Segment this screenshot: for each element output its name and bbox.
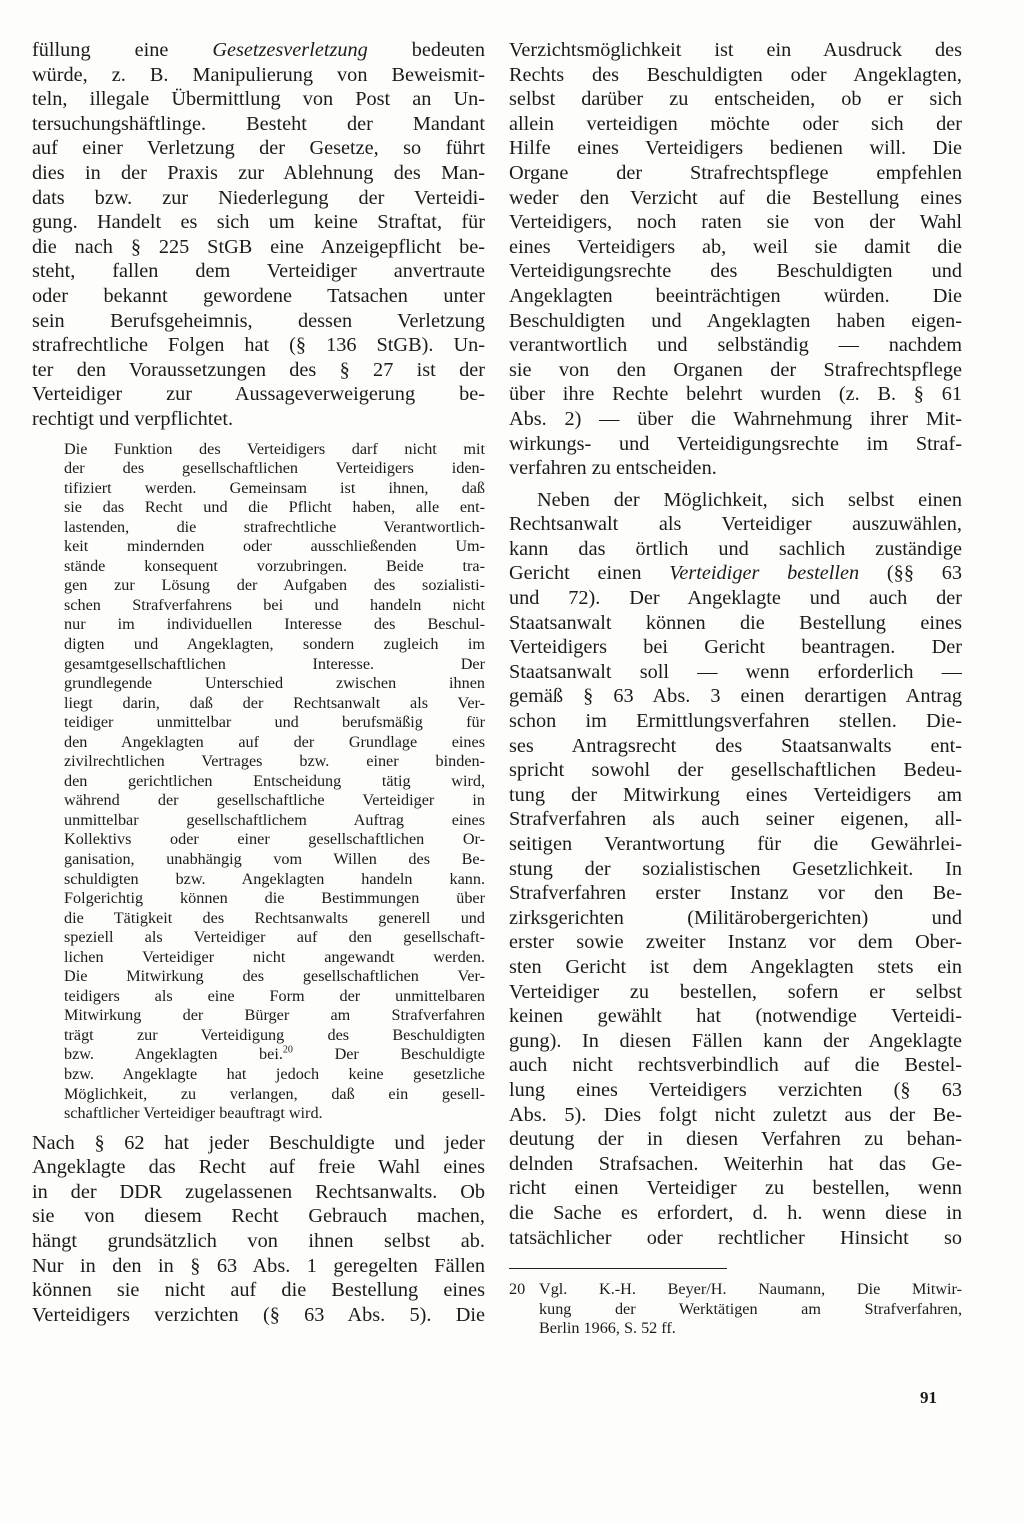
text-line: deutung der in diesen Verfahren zu behan- — [509, 1128, 962, 1151]
text-line: keit mindernden oder ausschließenden Um- — [64, 537, 485, 556]
text-line: füllung eine Gesetzesverletzung bedeuten — [32, 39, 485, 61]
text-line: Organe der Strafrechtspflege empfehlen — [509, 161, 962, 184]
text-line: den Angeklagten auf der Grundlage eines — [64, 732, 485, 751]
text-line: spricht sowohl der gesellschaftlichen Bedeu- — [509, 759, 962, 782]
text-line: eines Verteidigers ab, weil sie damit die — [509, 235, 962, 258]
text-line: Hilfe eines Verteidigers bedienen will. Die — [509, 137, 962, 160]
text-line: Vgl. K.-H. Beyer/H. Naumann, Die Mitwir- — [539, 1280, 962, 1299]
text-line: strafrechtliche Folgen hat (§ 136 StGB). Un- — [32, 334, 485, 357]
text-line: Abs. 2) — über die Wahrnehmung ihrer Mit- — [509, 407, 962, 430]
left-column — [32, 38, 485, 1327]
text-line: Verteidiger zur Aussageverweigerung be- — [32, 383, 485, 406]
text-line: lichen Verteidiger nicht angewandt werden. — [64, 947, 485, 966]
text-line: bzw. Angeklagte hat jedoch keine gesetzliche — [64, 1065, 485, 1083]
text-line: verantwortlich und selbständig — nachdem — [509, 334, 962, 357]
text-line: Kollektivs oder einer gesellschaftlichen Or- — [64, 830, 485, 849]
left-paragraph-2 — [32, 1131, 485, 1328]
text-line: gung). In diesen Fällen kann der Angeklagte — [509, 1029, 962, 1052]
text-line: kung der Werktätigen am Strafverfahren, — [539, 1299, 962, 1318]
right-column — [509, 38, 962, 1339]
text-line: Die Mitwirkung des gesellschaftlichen Ver- — [64, 967, 485, 986]
text-line: gesamtgesellschaftlichen Interesse. Der — [64, 654, 485, 673]
text-line: Verteidiger zu bestellen, sofern er selbst — [509, 980, 962, 1003]
right-paragraph-2 — [509, 488, 962, 1250]
text-line: Berlin 1966, S. 52 ff. — [539, 1319, 676, 1338]
text-line: Angeklagten beeinträchtigen würden. Die — [509, 284, 962, 307]
text-line: den gerichtlichen Entscheidung tätig wird, — [64, 771, 485, 790]
text-line: sten Gericht ist dem Angeklagten stets ein — [509, 955, 962, 978]
text-line: hängt grundsätzlich von ihnen selbst ab. — [32, 1230, 485, 1253]
text-line: gemäß § 63 Abs. 3 einen derartigen Antrag — [509, 685, 962, 708]
text-line: trägt zur Verteidigung des Beschuldigten — [64, 1025, 485, 1044]
text-line: allein verteidigen möchte oder sich der — [509, 112, 962, 135]
text-line: digten und Angeklagten, sondern zugleich im — [64, 634, 485, 653]
text-line: während der gesellschaftliche Verteidiger in — [64, 791, 485, 810]
text-line: Die Funktion des Verteidigers darf nicht mit — [64, 439, 485, 458]
left-small-paragraph — [32, 440, 485, 1124]
text-line: richt einen Verteidiger zu bestellen, wenn — [509, 1177, 962, 1200]
text-line: Verzichtsmöglichkeit ist ein Ausdruck des — [509, 39, 962, 61]
text-line: stung der sozialistischen Gesetzlichkeit. In — [509, 857, 962, 880]
text-line: zirksgerichten (Militärobergerichten) und — [509, 906, 962, 929]
text-line: rechtigt und verpflichtet. — [32, 407, 234, 430]
text-line: Verteidigers bei Gericht beantragen. Der — [509, 636, 962, 659]
text-line: Abs. 5). Dies folgt nicht zuletzt aus der Be- — [509, 1103, 962, 1126]
text-line: der des gesellschaftlichen Verteidigers iden- — [64, 459, 485, 478]
text-line: keinen gewählt hat (notwendige Verteidi- — [509, 1005, 962, 1028]
text-line: sie das Recht und die Pflicht haben, alle ent- — [64, 498, 485, 517]
text-line: Rechts des Beschuldigten oder Angeklagten, — [509, 63, 962, 86]
text-line: Staatsanwalt können die Bestellung eines — [509, 611, 962, 634]
footnote-rule — [509, 1268, 727, 1269]
text-line: würde, z. B. Manipulierung von Beweismit- — [32, 63, 485, 86]
text-line: Gericht einen Verteidiger bestellen (§§ 63 — [509, 562, 962, 585]
text-line: Beschuldigten und Angeklagten haben eigen- — [509, 309, 962, 332]
text-line: gen zur Lösung der Aufgaben des sozialisti- — [64, 576, 485, 595]
text-line: Mitwirkung der Bürger am Strafverfahren — [64, 1006, 485, 1025]
text-line: schuldigten bzw. Angeklagten handeln kann. — [64, 869, 485, 888]
text-line: gung. Handelt es sich um keine Straftat, für — [32, 211, 485, 234]
text-line: ses Antragsrecht des Staatsanwalts ent- — [509, 734, 962, 757]
text-line: oder bekannt gewordene Tatsachen unter — [32, 284, 485, 307]
text-line: die nach § 225 StGB eine Anzeigepflicht be- — [32, 235, 485, 258]
text-line: Möglichkeit, zu verlangen, daß ein gesell- — [64, 1084, 485, 1103]
text-line: Verteidigers, noch raten sie von der Wahl — [509, 211, 962, 234]
text-line: Nur in den in § 63 Abs. 1 geregelten Fällen — [32, 1254, 485, 1277]
text-line: ganisation, unabhängig vom Willen des Be- — [64, 849, 485, 868]
text-line: über ihre Rechte belehrt wurden (z. B. § 61 — [509, 383, 962, 406]
text-line: auf einer Verletzung der Gesetze, so führt — [32, 137, 485, 160]
text-line: Strafverfahren erster Instanz vor den Be- — [509, 882, 962, 905]
text-line: schon im Ermittlungsverfahren stellen. Die- — [509, 710, 962, 733]
text-line: die Tätigkeit des Rechtsanwalts generell und — [64, 908, 485, 927]
right-paragraph-1 — [509, 38, 962, 481]
text-line: Strafverfahren als auch seiner eigenen, all- — [509, 808, 962, 831]
text-line: können sie nicht auf die Bestellung eines — [32, 1279, 485, 1302]
text-line: seitigen Verantwortung für die Gewährlei- — [509, 833, 962, 855]
footnote-number: 20 — [509, 1280, 526, 1299]
text-line: Nach § 62 hat jeder Beschuldigte und jeder — [32, 1131, 485, 1154]
text-line: dats bzw. zur Niederlegung der Verteidi- — [32, 186, 485, 209]
text-line: Folgerichtig können die Bestimmungen über — [64, 889, 485, 908]
text-line: kann das örtlich und sachlich zuständige — [509, 537, 962, 560]
text-line: lastenden, die strafrechtliche Verantwortlich- — [64, 517, 485, 536]
text-line: liegt darin, daß der Rechtsanwalt als Ver- — [64, 693, 485, 712]
left-paragraph-1 — [32, 38, 485, 432]
text-line: bzw. Angeklagten bei.$^{20}$ Der Beschuldigte — [64, 1045, 485, 1064]
text-line: sie von den Organen der Strafrechtspflege — [509, 358, 962, 381]
text-line: sein Berufsgeheimnis, dessen Verletzung — [32, 309, 485, 332]
text-line: teidigers als eine Form der unmittelbaren — [64, 986, 485, 1005]
text-line: teidiger unmittelbar und berufsmäßig für — [64, 713, 485, 732]
text-line: selbst darüber zu entscheiden, ob er sich — [509, 88, 962, 111]
text-line: auch nicht rechtsverbindlich auf die Bestel- — [509, 1054, 962, 1077]
text-line: wirkungs- und Verteidigungsrechte im Straf- — [509, 432, 962, 455]
text-line: unmittelbar gesellschaftlichem Auftrag eines — [64, 810, 485, 829]
text-line: lung eines Verteidigers verzichten (§ 63 — [509, 1078, 962, 1101]
text-line: tifiziert werden. Gemeinsam ist ihnen, daß — [64, 478, 485, 497]
text-line: tung der Mitwirkung eines Verteidigers am — [509, 783, 962, 806]
text-line: grundlegende Unterschied zwischen ihnen — [64, 674, 485, 693]
text-line: delnden Strafsachen. Weiterhin hat das Ge- — [509, 1152, 962, 1175]
text-line: weder den Verzicht auf die Bestellung eines — [509, 186, 962, 209]
text-line: erster sowie zweiter Instanz vor dem Ober- — [509, 931, 962, 954]
text-line: Verteidigungsrechte des Beschuldigten und — [509, 260, 962, 283]
text-line: Verteidigers verzichten (§ 63 Abs. 5). Die — [32, 1303, 485, 1326]
page-number: 91 — [920, 1388, 937, 1407]
text-line: in der DDR zugelassenen Rechtsanwalts. Ob — [32, 1180, 485, 1203]
text-line: schen Strafverfahrens bei und handeln nicht — [64, 595, 485, 614]
text-line: steht, fallen dem Verteidiger anvertraute — [32, 260, 485, 283]
text-line: teln, illegale Übermittlung von Post an Un- — [32, 88, 485, 111]
text-line: dies in der Praxis zur Ablehnung des Man- — [32, 161, 485, 184]
text-line: Rechtsanwalt als Verteidiger auszuwählen, — [509, 513, 962, 536]
text-line: die Sache es erfordert, d. h. wenn diese in — [509, 1201, 962, 1224]
footnote-text — [539, 1280, 962, 1339]
text-line: ter den Voraussetzungen des § 27 ist der — [32, 358, 485, 381]
text-line: Angeklagte das Recht auf freie Wahl eines — [32, 1156, 485, 1179]
text-line: sie von diesem Recht Gebrauch machen, — [32, 1205, 485, 1228]
text-line: Neben der Möglichkeit, sich selbst einen — [537, 488, 962, 511]
text-line: Staatsanwalt soll — wenn erforderlich — — [509, 660, 962, 683]
text-line: tatsächlicher oder rechtlicher Hinsicht so — [509, 1226, 962, 1249]
text-line: schaftlicher Verteidiger beauftragt wird. — [64, 1104, 323, 1123]
text-line: tersuchungshäftlinge. Besteht der Mandant — [32, 112, 485, 135]
text-line: speziell als Verteidiger auf den gesellschaft- — [64, 928, 485, 947]
footnote — [509, 1280, 962, 1339]
text-line: stände konsequent vorzubringen. Beide tra- — [64, 556, 485, 575]
text-line: nur im individuellen Interesse des Beschul- — [64, 615, 485, 634]
text-line: zivilrechtlichen Vertrages bzw. einer binden- — [64, 752, 485, 771]
text-line: verfahren zu entscheiden. — [509, 457, 717, 480]
text-line: und 72). Der Angeklagte und auch der — [509, 587, 962, 610]
